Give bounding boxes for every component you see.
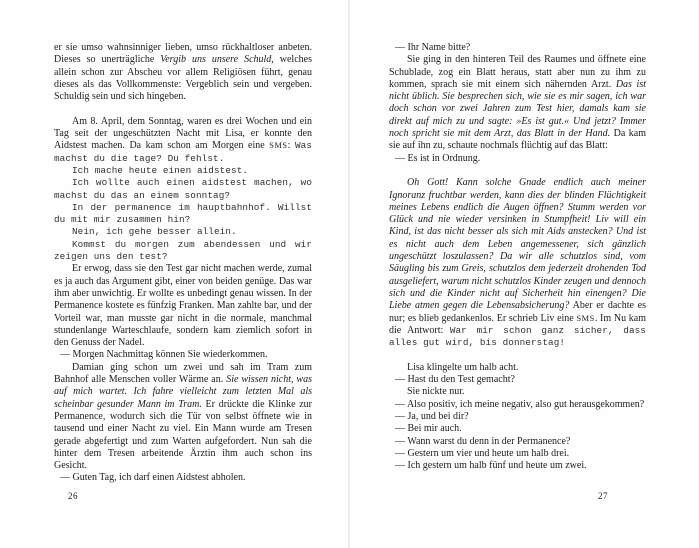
text-run-roman: — Morgen Nachmittag können Sie wiederkommen.	[60, 349, 268, 361]
dialogue-line	[389, 411, 646, 423]
body-paragraph	[54, 202, 312, 227]
text-run-roman: — Guten Tag, ich darf einen Aidstest abholen.	[60, 472, 246, 484]
text-run-roman: Am 8. April, dem Sonntag, waren es drei Wochen und ein Tag seit der ungeschützten Nacht mit Lisa, er konnte den Aidstest machen. Da kam schon am Morgen eine	[54, 115, 312, 152]
text-run-mono: Kommst du morgen zum abendessen und wir zeigen uns den test?	[54, 238, 312, 263]
text-run-roman: Damian ging schon um zwei und sah im Tram zum Bahnhof alle Menschen voller Wärme an.	[54, 361, 312, 386]
dialogue-line	[389, 42, 646, 54]
text-run-roman: Er drückte die Klinke zur Permanence, wodurch sich die Tür von selbst öffnete wie in tausend und einer Nacht zu viel. Ein Mann wurde am Tresen gerade abgefertigt und zum Warten aufgefordert. Nun sah die hinter dem Tresen arbeitende Ärztin ihm auch schon ins Gesicht.	[54, 398, 312, 472]
text-run-roman: — Ja, und bei dir?	[395, 410, 469, 422]
text-run-mono: In der permanence im hauptbahnhof. Willst du mit mir zusammen hin?	[54, 201, 312, 226]
body-paragraph	[54, 263, 312, 349]
text-run-mono: War mir schon ganz sicher, dass alles gut wird, bis donnerstag!	[389, 324, 646, 349]
dialogue-line	[389, 423, 646, 435]
body-paragraph	[54, 42, 312, 103]
body-paragraph	[54, 239, 312, 264]
text-run-mono: Nein, ich gehe besser allein.	[72, 226, 237, 238]
right-page-text	[389, 42, 646, 472]
text-run-roman: Sie nickte nur.	[407, 386, 465, 398]
text-run-italic: Vergib uns unsere Schuld	[160, 54, 272, 66]
text-run-roman: — Gestern um vier und heute um halb drei.	[395, 447, 570, 459]
dialogue-line	[389, 448, 646, 460]
left-page-text	[54, 42, 312, 485]
text-run-roman: er sie umso wahnsinniger lieben, umso rückhaltloser anbeten. Dieses so unerträgliche	[54, 42, 312, 66]
body-paragraph	[389, 362, 646, 374]
page-number-right: 27	[598, 491, 608, 501]
text-run-roman: . Im Nu kam die Antwort:	[389, 312, 647, 336]
text-run-roman: — Ihr Name bitte?	[395, 42, 471, 53]
text-run-roman: , welches allein schon zur Abscheu vor allem Religiösen führt, genau dieses als das Vollkommenste: Vergeblich sein und vergeben. Schuldig sein und sich hingeben.	[54, 54, 312, 103]
body-paragraph	[54, 165, 312, 177]
page-gutter-divider	[348, 0, 350, 548]
text-run-roman: — Wann warst du denn in der Permanence?	[395, 435, 571, 447]
text-run-roman: — Bei mir auch.	[395, 423, 462, 435]
text-run-smallcaps: SMS	[269, 141, 288, 151]
dialogue-line	[54, 472, 312, 484]
dialogue-line	[54, 349, 312, 361]
dialogue-line	[389, 460, 646, 472]
text-run-mono: Ich wollte auch einen aidstest machen, wo machst du das an einem sonntag?	[54, 177, 312, 201]
text-run-italic: Sie wissen nicht, was auf mich wartet. Ich fahre vielleicht zum letzten Mal als scheinbar gesunder Mann im Tram.	[54, 374, 312, 410]
text-run-italic: Oh Gott! Kann solche Gnade endlich auch meiner Ignoranz fruchtbar werden, kann dies der blinden Flüchtigkeit meines Lebens endlich die Augen öffnen? Stumm werden vor Glück und nie wieder versinken in Stumpfheit! Liv will ein Kind, ist das nicht besser als sich mit Aids anstecken? Und ist es nicht auch dem Leben angemessener, sich gänzlich ungeschützt loszulassen? Da wir alle schutzlos sind, vom Säugling bis zum Greis, schutzlos dem jederzeit drohenden Tod ausgeliefert, warum nicht schutzlos Kinder zeugen und dennoch sich und die Kinder nicht auf Sicherheit hin einengen? Die Liebe atmen gegen die Lebensabsicherung?	[389, 177, 646, 312]
body-paragraph	[389, 54, 646, 152]
body-paragraph	[54, 226, 312, 238]
text-run-roman: — Hast du den Test gemacht?	[395, 374, 515, 386]
text-run-mono: Ich mache heute einen aidstest.	[72, 164, 249, 176]
text-run-roman: :	[287, 140, 295, 152]
dialogue-line	[389, 399, 646, 411]
body-paragraph	[54, 116, 312, 165]
text-run-roman: Aber er dachte es nur; es blieb gedankenlos. Er schrieb Liv eine	[389, 300, 646, 324]
body-paragraph	[389, 386, 646, 398]
text-run-roman: Lisa klingelte um halb acht.	[407, 361, 519, 373]
text-run-smallcaps: SMS	[576, 313, 595, 323]
body-paragraph	[54, 362, 312, 473]
text-run-roman: — Also positiv, ich meine negativ, also gut herausgekommen?	[395, 398, 645, 410]
text-run-roman: — Es ist in Ordnung.	[395, 152, 481, 164]
text-run-roman: Sie ging in den hinteren Teil des Raumes und öffnete eine Schublade, zog ein Blatt heraus, statt aber nun zu ihm zu kommen, sprach sie mit einem sich nähernden Arzt.	[389, 54, 646, 90]
text-run-roman: — Ich gestern um halb fünf und heute um zwei.	[395, 460, 587, 472]
body-paragraph	[389, 177, 646, 349]
text-run-italic: Das ist nicht üblich. Sie besprechen sich, wie sie es mir sagen, ich war doch schon vor zwei Jahren zum Test hier, damals kam sie direkt auf mich zu und sagte: »Es ist gut.« Und jetzt? Immer noch spricht sie mit dem Arzt, das Blatt in der Hand.	[389, 78, 646, 140]
body-paragraph	[54, 177, 312, 202]
dialogue-line	[389, 374, 646, 386]
dialogue-line	[389, 153, 646, 165]
text-run-mono: Was machst du die tage? Du fehlst.	[54, 140, 313, 164]
dialogue-line	[389, 436, 646, 448]
text-run-roman: Da kam sie auf ihn zu, schaute nochmals flüchtig auf das Blatt:	[389, 128, 646, 152]
page-number-left: 26	[68, 491, 78, 501]
text-run-roman: Er erwog, dass sie den Test gar nicht machen werde, zumal es ja auch das Argument gibt, einer von beiden genüge. Das war ihm aber unwichtig. Er wollte es unbedingt genau wissen. In der Permanence kostete es fünfzig Franken. Man zahlte bar, und der Vorteil war, man musste gar nicht in die normale, manchmal stundenlange Warteschlaufe, sondern kam ziemlich sofort in den Genuss der Nadel.	[54, 263, 312, 349]
